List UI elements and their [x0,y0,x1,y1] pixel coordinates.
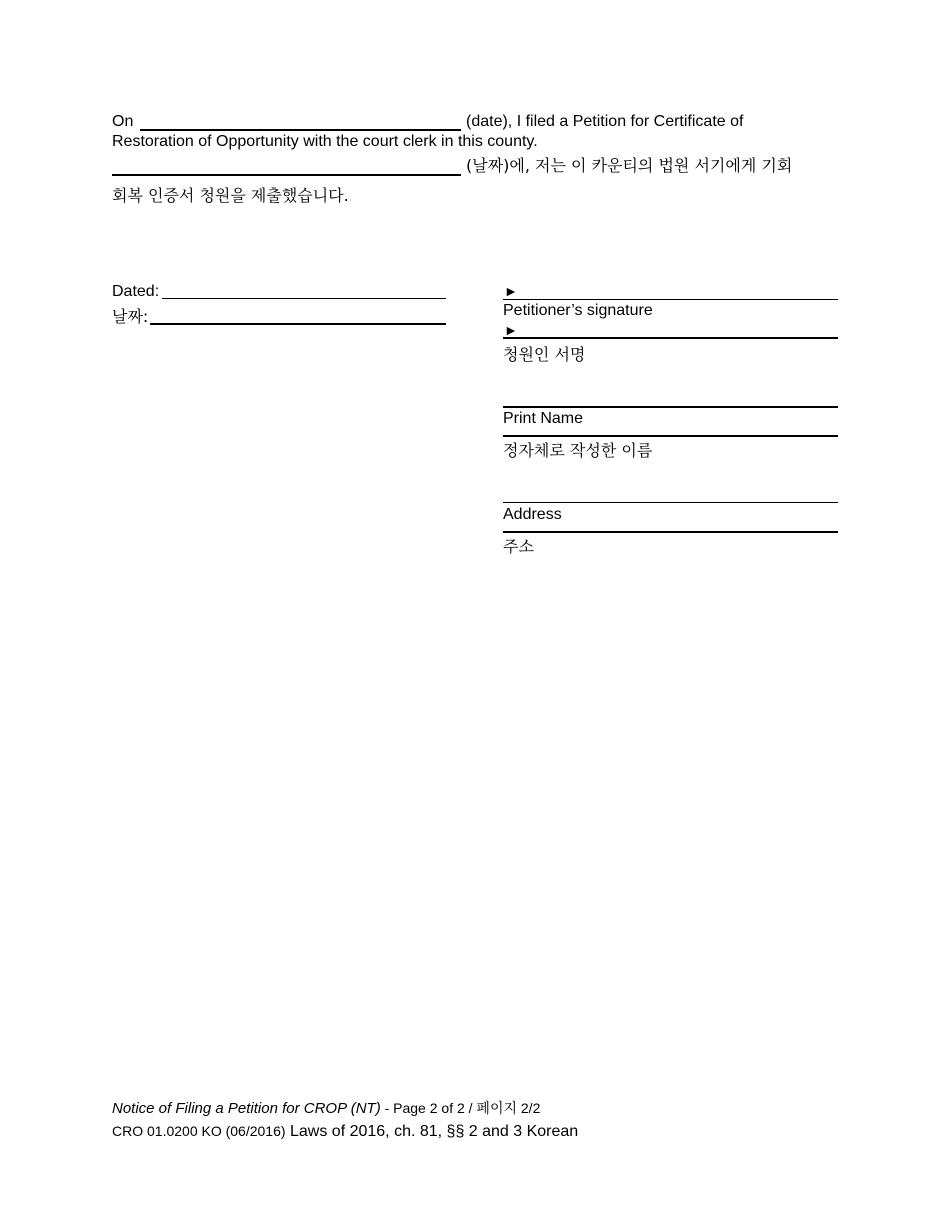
footer-line-1 [112,1099,540,1118]
statement-date-text: (date), I filed a Petition for Certificate of [466,113,744,130]
signature-field[interactable] [520,281,838,299]
signature-underline [503,299,838,300]
filing-date-ko-underline [112,174,461,176]
dated-underline [162,298,446,299]
signature-ko-underline [503,337,838,339]
dated-field[interactable] [162,281,446,299]
dated-label: Dated: [112,283,160,300]
address-field[interactable] [503,484,838,502]
footer-form-title: Notice of Filing a Petition for CROP (NT) [112,1100,381,1117]
print-name-field[interactable] [503,388,838,406]
address-ko-field[interactable] [503,513,838,531]
signature-arrow-icon: ► [504,283,518,299]
print-name-ko-field[interactable] [503,418,838,436]
dated-ko-field[interactable] [150,306,446,324]
footer-form-code: CRO 01.0200 KO (06/2016) [112,1123,286,1139]
footer-line-2 [112,1122,578,1141]
statement-ko-text: (날짜)에, 저는 이 카운티의 법원 서기에게 기회 [466,156,793,175]
footer-page-info: - Page 2 of 2 / 페이지 2/2 [380,1100,541,1116]
address-ko-label: 주소 [503,537,534,556]
print-name-ko-label: 정자체로 작성한 이름 [503,441,653,460]
print-name-label: Print Name [503,410,584,427]
signature-ko-field[interactable] [520,320,838,338]
statement-on-label: On [112,113,134,130]
address-underline [503,502,838,503]
dated-ko-underline [150,323,446,325]
address-label: Address [503,506,562,523]
print-name-underline [503,406,838,408]
print-name-ko-underline [503,435,838,437]
footer-laws: Laws of 2016, ch. 81, §§ 2 and 3 Korean [285,1123,579,1140]
statement-line-2: Restoration of Opportunity with the court clerk in this county. [112,133,538,150]
filing-date-underline [140,129,461,131]
signature-label: Petitioner’s signature [503,302,653,319]
address-ko-underline [503,531,838,533]
filing-date-field-ko[interactable] [112,157,460,175]
dated-ko-label: 날짜: [112,307,149,326]
statement-ko-line-2: 회복 인증서 청원을 제출했습니다. [112,186,349,205]
signature-ko-label: 청원인 서명 [503,345,586,364]
signature-ko-arrow-icon: ► [504,322,518,338]
